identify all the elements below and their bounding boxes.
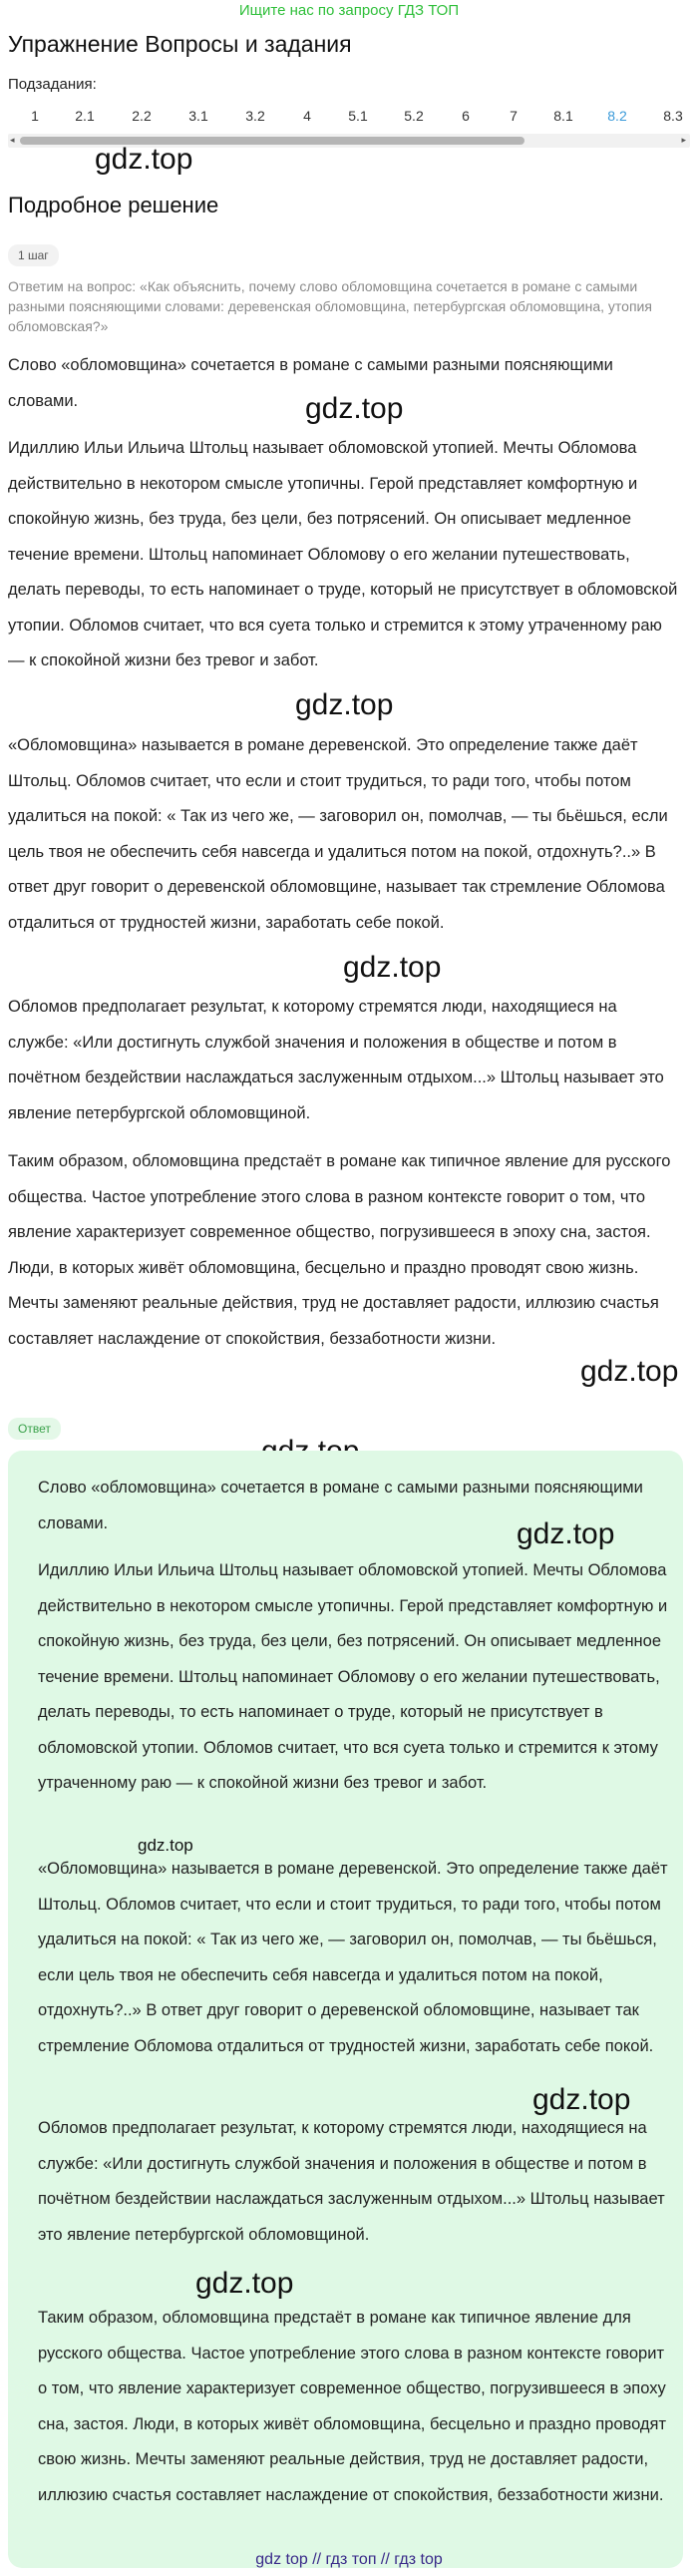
- tab-subtask-6[interactable]: 6: [462, 108, 470, 124]
- footer-links[interactable]: gdz top // гдз топ // гдз top: [255, 2551, 443, 2568]
- subtasks-label: Подзадания:: [8, 76, 97, 93]
- watermark: gdz.top: [580, 1355, 679, 1388]
- scroll-right-icon[interactable]: ▸: [681, 135, 686, 145]
- subtask-tabs: [8, 102, 690, 132]
- watermark: gdz.top: [343, 951, 442, 984]
- solution-heading: Подробное решение: [8, 193, 219, 217]
- tab-subtask-5-2[interactable]: 5.2: [404, 108, 424, 124]
- watermark: gdz.top: [195, 2267, 294, 2300]
- tab-subtask-3-2[interactable]: 3.2: [245, 108, 265, 124]
- scroll-left-icon[interactable]: ◂: [10, 135, 15, 145]
- answer-paragraph: Обломов предполагает результат, к которому стремятся люди, находящиеся на службе: «Или достигнуть службой значения и положения в обществе и потом в почётном бездействии наслаждаться заслуженным отдыхом...» Штольц называет это явление петербургской обломовщиной.: [38, 2119, 665, 2244]
- tab-subtask-2-2[interactable]: 2.2: [132, 108, 152, 124]
- search-banner[interactable]: Ищите нас по запросу ГДЗ ТОП: [238, 2, 460, 19]
- answer-paragraph: Слово «обломовщина» сочетается в романе с самыми разными поясняющими словами.: [38, 1479, 643, 1532]
- tab-subtask-3-1[interactable]: 3.1: [188, 108, 208, 124]
- answer-badge: Ответ: [8, 1418, 61, 1440]
- watermark: gdz.top: [532, 2083, 631, 2116]
- tab-subtask-4[interactable]: 4: [303, 108, 311, 124]
- solution-paragraph: Таким образом, обломовщина предстаёт в романе как типичное явление для русского общества. Частое употребление этого слова в разном контексте говорит о том, что явление характеризует современное общество, погрузившееся в эпоху сна, застоя. Люди, в которых живёт обломовщина, бесцельно и праздно проводят свою жизнь. Мечты заменяют реальные действия, труд не доставляет радости, иллюзию счастья составляет наслаждение от спокойствия, беззаботности жизни.: [8, 1152, 671, 1348]
- question-text: Ответим на вопрос: «Как объяснить, почему слово обломовщина сочетается в романе с самыми разными поясняющими словами: деревенская обломовщина, петербургская обломовщина, утопия обломовская?»: [8, 278, 652, 334]
- tab-subtask-1[interactable]: 1: [31, 108, 39, 124]
- watermark: gdz.top: [95, 143, 193, 176]
- answer-box: [8, 1451, 683, 2568]
- watermark: gdz.top: [305, 392, 404, 425]
- watermark: gdz.top: [138, 1836, 193, 1855]
- answer-paragraph: Идиллию Ильи Ильича Штольц называет обломовской утопией. Мечты Обломова действительно в некотором смысле утопичны. Герой представляет комфортную и спокойную жизнь, без труда, без цели, без потрясений. Он описывает медленное течение времени. Штольц напоминает Обломову о его желании путешествовать, делать переводы, то есть напоминает о труде, который не присутствует в обломовской утопии. Обломов считает, что вся суета только и стремится к этому утраченному раю — к спокойной жизни без тревог и забот.: [38, 1561, 668, 1792]
- tab-subtask-8-1[interactable]: 8.1: [553, 108, 573, 124]
- solution-paragraph: Обломов предполагает результат, к которому стремятся люди, находящиеся на службе: «Или достигнуть службой значения и положения в обществе и потом в почётном бездействии наслаждаться заслуженным отдыхом...» Штольц называет это явление петербургской обломовщиной.: [8, 998, 664, 1122]
- solution-paragraph: «Обломовщина» называется в романе деревенской. Это определение также даёт Штольц. Обломов считает, что если и стоит трудиться, то ради того, чтобы потом удалиться на покой: « Так из чего же, — заговорил он, помолчав, — ты бьёшься, если цель твоя не обеспечить себя навсегда и удалиться потом на покой, отдохнуть?..» В ответ друг говорит о деревенской обломовщине, называет так стремление Обломова отдалиться от трудностей жизни, заработать себе покой.: [8, 736, 668, 932]
- solution-paragraph: Идиллию Ильи Ильича Штольц называет обломовской утопией. Мечты Обломова действительно в некотором смысле утопичны. Герой представляет комфортную и спокойную жизнь, без труда, без цели, без потрясений. Он описывает медленное течение времени. Штольц напоминает Обломову о его желании путешествовать, делать переводы, то есть напоминает о труде, который не присутствует в обломовской утопии. Обломов считает, что вся суета только и стремится к этому утраченному раю — к спокойной жизни без тревог и забот.: [8, 439, 678, 669]
- solution-paragraph: Слово «обломовщина» сочетается в романе с самыми разными поясняющими словами.: [8, 356, 613, 410]
- tab-subtask-7[interactable]: 7: [510, 108, 518, 124]
- watermark: gdz.top: [295, 688, 394, 721]
- tab-subtask-5-1[interactable]: 5.1: [348, 108, 368, 124]
- tab-subtask-8-3[interactable]: 8.3: [663, 108, 683, 124]
- answer-paragraph: Таким образом, обломовщина предстаёт в романе как типичное явление для русского общества. Частое употребление этого слова в разном контексте говорит о том, что явление характеризует современное общество, погрузившееся в эпоху сна, застоя. Люди, в которых живёт обломовщина, бесцельно и праздно проводят свою жизнь. Мечты заменяют реальные действия, труд не доставляет радости, иллюзию счастья составляет наслаждение от спокойствия, беззаботности жизни.: [38, 2309, 667, 2504]
- watermark: gdz.top: [517, 1517, 615, 1550]
- step-badge: 1 шаг: [8, 244, 59, 266]
- tab-subtask-8-2[interactable]: 8.2: [590, 108, 644, 124]
- page-title: Упражнение Вопросы и задания: [8, 31, 352, 57]
- answer-paragraph: «Обломовщина» называется в романе деревенской. Это определение также даёт Штольц. Обломов считает, что если и стоит трудиться, то ради того, чтобы потом удалиться на покой: « Так из чего же, — заговорил он, помолчав, — ты бьёшься, если цель твоя не обеспечить себя навсегда и удалиться потом на покой, отдохнуть?..» В ответ друг говорит о деревенской обломовщине, называет так стремление Обломова отдалиться от трудностей жизни, заработать себе покой.: [38, 1860, 668, 2055]
- tab-subtask-2-1[interactable]: 2.1: [75, 108, 95, 124]
